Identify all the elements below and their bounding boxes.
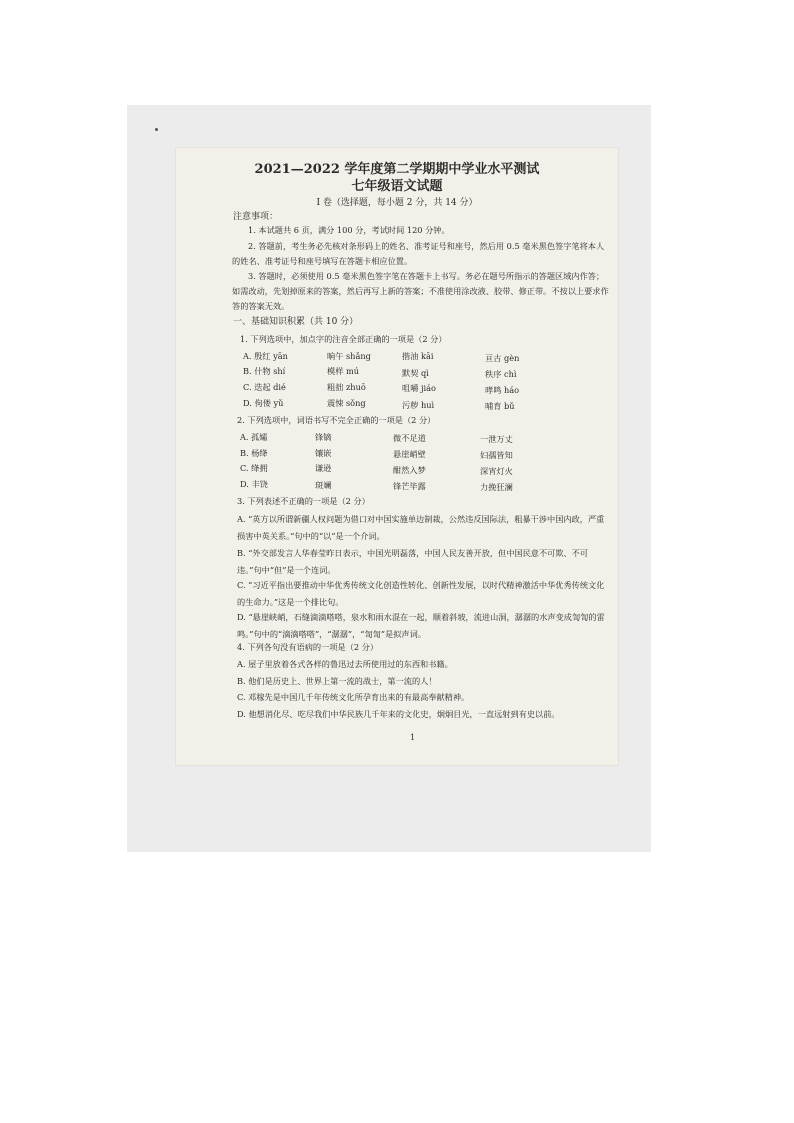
q4-option-a: A. 屋子里放着各式各样的鲁迅过去所使用过的东西和书籍。	[237, 659, 453, 669]
q2-option: 镶嵌	[315, 448, 332, 458]
q1-option: 默契 qì	[402, 368, 429, 378]
q2-option: 微不足道	[393, 433, 426, 443]
q4-option-d: D. 他想消化尽、吃尽我们中华民族几千年来的文化史，炯炯目光，一直远射到有史以前。	[237, 709, 560, 719]
q2-option: A. 孤孀	[240, 432, 268, 442]
section-heading: I 卷（选择题，每小题 2 分，共 14 分）	[316, 198, 478, 208]
part-heading: 一、基础知识积累（共 10 分）	[233, 317, 359, 327]
q1-option: 哺育 bǔ	[485, 401, 515, 411]
q1-option: 秩序 chì	[485, 369, 517, 379]
q2-option: 锋芒毕露	[393, 481, 426, 491]
q1-option: 揩油 kāi	[402, 351, 434, 361]
q1-option: 咀嚼 jiáo	[402, 383, 436, 393]
q1-option: D. 佝偻 yǔ	[243, 398, 284, 408]
q3-option-a: A. “英方以所谓新疆人权问题为借口对中国实施单边制裁，公然违反国际法，粗暴干涉中国内政，严重损害中英关系。”句中的“以”是一个介词。	[237, 514, 605, 541]
scan-speck	[155, 128, 158, 131]
q1-option: 粗拙 zhuō	[327, 382, 366, 392]
q2-option: 悬崖峭壁	[393, 449, 426, 459]
q1-option: A. 殷红 yān	[243, 351, 288, 361]
note-3: 3. 答题时，必须使用 0.5 毫米黑色签字笔在答题卡上书写。务必在题号所指示的答题区域内作答；如需改动，先划掉原来的答案，然后再写上新的答案；不准使用涂改液、胶带、修正带。不按以上要求作答的答案无效。	[232, 271, 609, 311]
notes-heading: 注意事项：	[233, 212, 279, 222]
exam-subtitle: 七年级语文试题	[351, 179, 443, 194]
q2-option: 力挽狂澜	[480, 482, 513, 492]
q4-option-b: B. 他们是历史上、世界上第一流的战士，第一流的人！	[237, 676, 437, 686]
q1-option: 模样 mú	[327, 366, 360, 376]
q4-option-c: C. 邓稼先是中国几千年传统文化所孕育出来的有最高奉献精神。	[237, 692, 470, 702]
question-3-stem: 3. 下列表述不正确的一项是（2 分）	[237, 496, 370, 506]
q2-option: D. 丰饶	[240, 479, 268, 489]
q2-option: 酣然入梦	[393, 465, 426, 475]
q2-option: 一泄万丈	[480, 434, 513, 444]
q2-option: C. 绛拥	[240, 463, 268, 473]
q1-option: 哮鸣 háo	[485, 385, 520, 395]
q2-option: B. 杨绛	[240, 448, 268, 458]
q1-option: 晌午 shǎng	[327, 351, 371, 361]
page-number: 1	[410, 733, 416, 742]
q3-option-c: C. “习近平指出要推动中华优秀传统文化创造性转化、创新性发展，以时代精神激活中华优秀传统文化的生命力。”这是一个排比句。	[237, 580, 605, 607]
question-1-stem: 1. 下列选项中，加点字的注音全部正确的一项是（2 分）	[240, 334, 447, 344]
q2-option: 锋镝	[315, 432, 332, 442]
question-4-stem: 4. 下列各句没有语病的一项是（2 分）	[237, 642, 379, 652]
q1-option: 亘古 gèn	[485, 353, 520, 363]
q2-option: 妇孺皆知	[480, 450, 513, 460]
q1-option: 震悚 sǒng	[327, 398, 366, 408]
note-1: 1. 本试题共 6 页，满分 100 分，考试时间 120 分钟。	[248, 225, 450, 235]
q3-option-d: D. “悬崖峡峭，石缝滴滴嗒嗒，泉水和雨水混在一起，顺着斜坡，流进山洞，潺潺的水声变成訇訇的雷鸣。”句中的“滴滴嗒嗒”，“潺潺”，“訇訇”是拟声词。	[237, 612, 605, 639]
q2-option: 斑斓	[315, 480, 332, 490]
exam-title: 2021—2022 学年度第二学期期中学业水平测试	[254, 162, 540, 177]
q2-option: 谦逊	[315, 463, 332, 473]
q3-option-b: B. “外交部发言人华春莹昨日表示，中国光明磊落，中国人民友善开放，但中国民意不可欺、不可违。”句中“但”是一个连词。	[237, 548, 589, 575]
note-2: 2. 答题前，考生务必先核对条形码上的姓名、准考证号和座号，然后用 0.5 毫米黑色签字笔将本人的姓名、准考证号和座号填写在答题卡相应位置。	[232, 241, 605, 266]
q2-option: 深宵灯火	[480, 466, 513, 476]
question-2-stem: 2. 下列选项中，词语书写不完全正确的一项是（2 分）	[237, 415, 436, 425]
q1-option: C. 迭起 dié	[243, 382, 286, 392]
q1-option: 污秽 huì	[402, 400, 435, 410]
q1-option: B. 什物 shí	[243, 366, 286, 376]
